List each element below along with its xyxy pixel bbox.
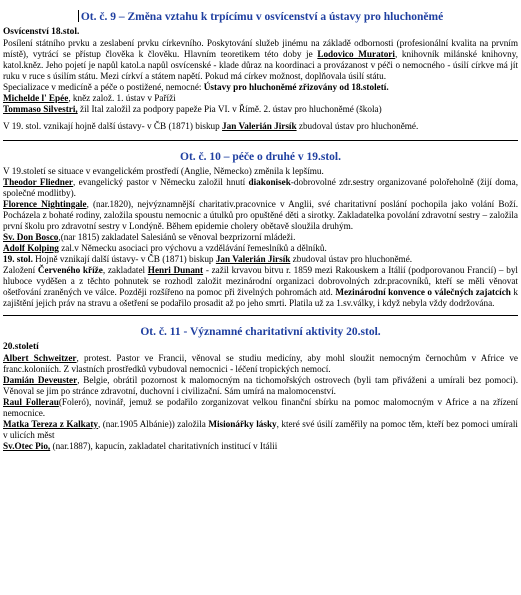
paragraph: Založení Červeného kříže, zakladatel Henri Dunant - zažil krvavou bitvu r. 1859 mezi Rakouskem a Itálií (podporovanou Francií) – byl hluboce vyděšen a z těchto pohnutek se rozhodl založit mezinárodní organizaci dobrovolných zdr.pracovníků, kteří se měli věnovat ošetřování zraněných ve válce. Později rozšířeno na pomoc při živelných pohromách atd. Mezinárodní konvence o válečných zajatcích k zajištění jejich práv na stravu a ošetření se podařilo prosadit až po jeho smrti. Platila už za 1.sv.války, i když nebyla vždy dodržována. [3,265,518,308]
section-11 [3,325,518,452]
section-11-subtitle: 20.století [3,342,39,352]
paragraph: V 19. stol. vznikají hojně další ústavy- v ČB (1871) biskup Jan Valerián Jirsík zbudoval ústav pro hluchoněmé. [3,121,419,131]
text-cursor [78,10,79,22]
section-11-title: Ot. č. 11 - Významné charitativní aktivity 20.stol. [140,326,381,338]
divider [3,315,518,316]
name-muratori: Lodovico Muratori [317,49,395,59]
name-schweitzer: Albert Schweitzer [3,353,77,363]
paragraph: 19. stol. Hojně vznikají další ústavy- v ČB (1871) biskup Jan Valerián Jirsík zbudoval ústav pro hluchoněmé. [3,254,413,264]
paragraph: V 19.století se situace v evangelickém prostředí (Anglie, Německo) změnila k lepšímu. [3,166,324,176]
paragraph: Raul Follerau(Foleró), novinář, jemuž se podařilo zorganizovat velkou finanční sbírku na pomoc malomocným v Africe a na zřízení nemocnice. [3,397,519,418]
name-kolping: Adolf Kolping [3,243,59,253]
paragraph: Sv.Otec Pio, (nar.1887), kapucín, zakladatel charitativních institucí v Itálii [3,441,278,451]
section-10 [3,150,518,309]
name-follerau: Raul Follerau [3,397,59,407]
name-bosco: Sv. Don Bosco [3,232,59,242]
section-9-title: Ot. č. 9 – Změna vztahu k trpícímu v osvícenství a ústavy pro hluchoněmé [3,10,518,24]
paragraph: Matka Tereza z Kalkaty, (nar.1905 Albánie)) založila Misionářky lásky, které své úsilí zaměřily na pomoc těm, kteří bez pomoci umírali v ulicích měst [3,419,518,440]
name-teresa: Matka Tereza z Kalkaty [3,419,98,429]
paragraph: Tommaso Silvestri, žil Ital založil za podpory papeže Pia VI. v Římě. 2. ústav pro hluchoněmé (škola) [3,104,382,114]
divider [3,140,518,141]
paragraph: Specializace v medicíně a péče o postižené, nemocné: Ústavy pro hluchoněmé zřizovány od 18.století. [3,82,389,92]
name-silvestri: Tommaso Silvestri, [3,104,78,114]
paragraph: Posílení státního prvku a zeslabení prvku církevního. Poskytování služeb jinému na základě odbornosti (profesionální kvalita na prvním místě), vytrácí se přístup člověka k člověku. Hlavním teoretikem této doby je Lodovico Muratori, knihovník milánské knihovny, katol.kněz. Jeho pojetí je napůl katol.a napůl osvícenské - klade důraz na koordinaci a provázanost v péči o nemocného - úsilí církve má jít ruku v ruce s úsilím státu. Mezi církví a státem napětí. Pokud má církev možnost, doplňovala úsilí státu. [3,38,518,81]
name-nightingale: Florence Nightingale [3,199,87,209]
name-epee: Michelde l' Epée [3,93,69,103]
paragraph: Sv. Don Bosco,(nar 1815) zakladatel Salesiánů se věnoval bezprizorní mládeži. [3,232,296,242]
section-9-subtitle: Osvícenství 18.stol. [3,27,80,37]
section-9 [3,10,518,132]
name-pio: Sv.Otec Pio, [3,441,51,451]
name-dunant: Henri Dunant [147,265,204,275]
paragraph: Florence Nightingale, (nar.1820), nejvýznamnější charitativ.pracovnice v Anglii, své charitativní poslání pochopila jako volání Boží. Pocházela z bohaté rodiny, založila spoustu nemocnic a útulků pro opuštěné děti a sirotky. Zakladatelka povolání zdravotní sestry – založila první školu pro zdravotní sestry v Londýně. Během epidemie cholery obětavě sloužila druhým. [3,199,518,231]
paragraph: Adolf Kolping zal.v Německu asociaci pro výchovu a vzdělávání řemeslníků a dělníků. [3,243,327,253]
name-fliedner: Theodor Fliedner [3,177,74,187]
section-10-title: Ot. č. 10 – péče o druhé v 19.stol. [180,151,341,163]
paragraph: Damián Deveuster, Belgie, obrátil pozornost k malomocným na tichomořských ostrovech (byli tam přiváženi a umírali bez pomoci). Věnoval se jim po stránce zdravotní, duchovní i civilizační. Sám umírá na malomocenství. [3,375,518,396]
paragraph: Theodor Fliedner, evangelický pastor v Německu založil hnutí diakonisek-dobrovolné zdr.sestry organizované polořeholně (žijí doma, společné modlitby). [3,177,518,198]
name-deveuster: Damián Deveuster [3,375,78,385]
paragraph: Michelde l' Epée, kněz založ. 1. ústav v Paříži [3,93,176,103]
paragraph: Albert Schweitzer, protest. Pastor ve Francii, věnoval se studiu medicíny, aby mohl sloužit nemocným černochům v Africe ve franc.koloniích. Z vlastních prostředků vybudoval nemocnici - léčení tropických nemocí. [3,353,518,374]
